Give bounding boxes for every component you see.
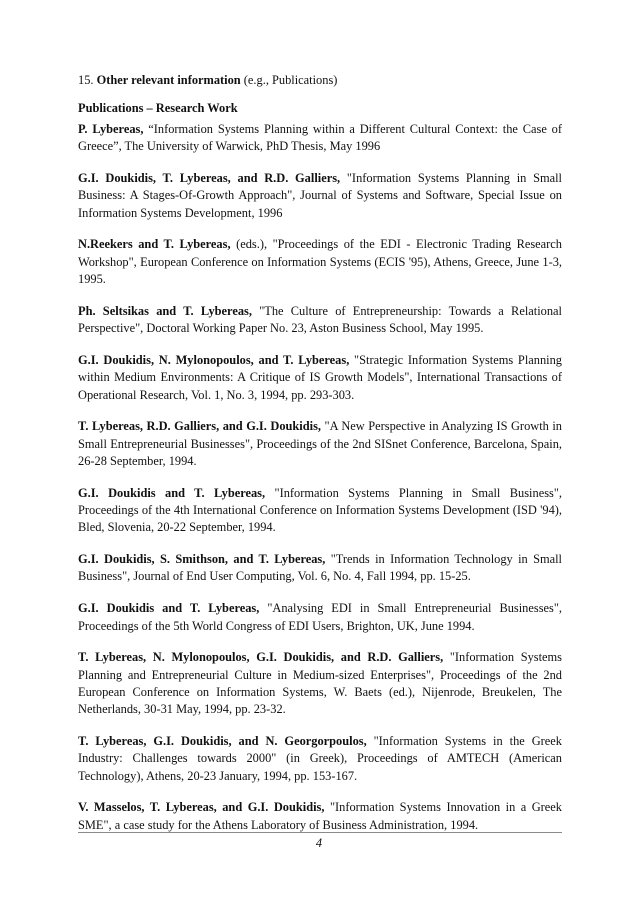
document-page xyxy=(78,72,562,849)
publications-subheading: Publications – Research Work xyxy=(78,101,238,115)
publication-entry xyxy=(78,303,562,338)
publication-authors: Ph. Seltsikas and T. Lybereas, xyxy=(78,303,252,318)
publication-authors: G.I. Doukidis and T. Lybereas, xyxy=(78,601,260,616)
publication-entry xyxy=(78,352,562,404)
publication-entry xyxy=(78,121,562,156)
publication-entry xyxy=(78,418,562,470)
publication-details: "Information Systems Innovation in a Greek SME", a case study for the Athens Laboratory of Business Administration, 1994. xyxy=(78,800,562,832)
publication-details: "Trends in Information Technology in Small Business", Journal of End User Computing, Vol. 6, No. 4, Fall 1994, pp. 15-25. xyxy=(78,552,562,584)
publication-entry xyxy=(78,485,562,537)
publication-entry xyxy=(78,551,562,586)
publication-details: "Information Systems in the Greek Industry: Challenges towards 2000" (in Greek), Proceedings of AMTECH (American Technology), Athens, 20-23 January, 1994, pp. 153-167. xyxy=(78,734,562,783)
publication-authors: G.I. Doukidis and T. Lybereas, xyxy=(78,485,266,500)
publication-authors: P. Lybereas, xyxy=(78,122,144,136)
publication-authors: G.I. Doukidis, S. Smithson, and T. Lybereas, xyxy=(78,552,326,567)
publication-entry xyxy=(78,600,562,635)
publication-authors: T. Lybereas, R.D. Galliers, and G.I. Doukidis, xyxy=(78,419,321,434)
publication-details: "Information Systems Planning in Small Business", Proceedings of the 4th International Conference on Information Systems Development (ISD '94), Bled, Slovenia, 20-22 September, 1994. xyxy=(78,485,562,535)
publication-authors: G.I. Doukidis, T. Lybereas, and R.D. Galliers, xyxy=(78,171,341,186)
publication-details: "Information Systems Planning and Entrepreneurial Culture in Medium-sized Enterprises", Proceedings of the 2nd European Conference on Information Systems, W. Baets (ed.), Nijenrode, Breukelen, The Netherlands, 30-31 May, 1994, pp. 23-32. xyxy=(78,650,563,717)
section-qualifier: (e.g., Publications) xyxy=(243,73,338,87)
publication-details: "Analysing EDI in Small Entrepreneurial Businesses", Proceedings of the 5th World Congress of EDI Users, Brighton, UK, June 1994. xyxy=(78,601,562,633)
page-number: 4 xyxy=(315,836,323,850)
publication-details: “Information Systems Planning within a Different Cultural Context: the Case of Greece”, The University of Warwick, PhD Thesis, May 1996 xyxy=(78,122,562,154)
publication-entry xyxy=(78,170,562,222)
publication-authors: V. Masselos, T. Lybereas, and G.I. Doukidis, xyxy=(78,800,325,815)
publication-details: "Strategic Information Systems Planning within Medium Environments: A Critique of IS Growth Models", International Transactions of Operational Research, Vol. 1, No. 3, 1994, pp. 293-303. xyxy=(78,352,562,402)
publication-entry xyxy=(78,799,562,834)
section-number: 15. xyxy=(78,73,94,87)
publication-details: (eds.), "Proceedings of the EDI - Electronic Trading Research Workshop", European Conference on Information Systems (ECIS '95), Athens, Greece, June 1-3, 1995. xyxy=(78,237,562,287)
publication-authors: T. Lybereas, N. Mylonopoulos, G.I. Doukidis, and R.D. Galliers, xyxy=(78,650,444,665)
publication-authors: G.I. Doukidis, N. Mylonopoulos, and T. Lybereas, xyxy=(78,352,350,367)
publication-details: "The Culture of Entrepreneurship: Towards a Relational Perspective", Doctoral Working Paper No. 23, Aston Business School, May 1995. xyxy=(78,303,562,336)
publication-entry xyxy=(78,649,562,718)
publication-details: "A New Perspective in Analyzing IS Growth in Small Entrepreneurial Businesses", Proceedings of the 2nd SISnet Conference, Barcelona, Spain, 26-28 September, 1994. xyxy=(78,419,562,468)
publication-authors: T. Lybereas, G.I. Doukidis, and N. Georgorpoulos, xyxy=(78,734,367,749)
section-title: Other relevant information xyxy=(96,73,241,87)
publication-authors: N.Reekers and T. Lybereas, xyxy=(78,237,231,252)
publication-list xyxy=(78,121,562,834)
publication-entry xyxy=(78,733,562,785)
footer-divider xyxy=(78,832,562,833)
publication-entry xyxy=(78,236,562,288)
publication-details: "Information Systems Planning in Small Business: A Stages-Of-Growth Approach", Journal of Systems and Software, Special Issue on Information Systems Development, 1996 xyxy=(78,171,562,220)
section-heading xyxy=(78,72,562,89)
